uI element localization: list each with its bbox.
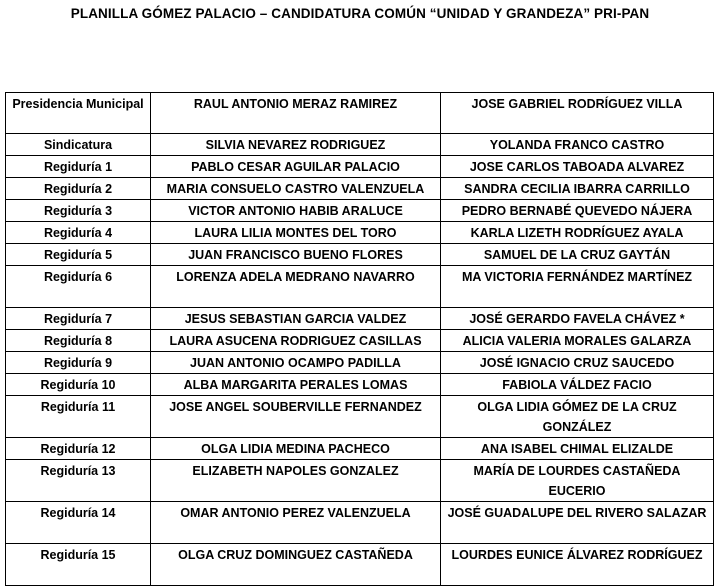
suplente-cell: JOSÉ GUADALUPE DEL RIVERO SALAZAR	[441, 502, 714, 544]
suplente-cell: ANA ISABEL CHIMAL ELIZALDE	[441, 438, 714, 460]
table-row	[6, 134, 714, 156]
suplente-cell: JOSÉ IGNACIO CRUZ SAUCEDO	[441, 352, 714, 374]
table-row	[6, 93, 714, 134]
table-row	[6, 266, 714, 308]
position-cell: Regiduría 9	[6, 352, 151, 374]
position-cell: Regiduría 15	[6, 544, 151, 586]
position-cell: Regiduría 11	[6, 396, 151, 438]
suplente-cell: YOLANDA FRANCO CASTRO	[441, 134, 714, 156]
suplente-cell: KARLA LIZETH RODRÍGUEZ AYALA	[441, 222, 714, 244]
position-cell: Regiduría 7	[6, 308, 151, 330]
suplente-cell: OLGA LIDIA GÓMEZ DE LA CRUZ GONZÁLEZ	[441, 396, 714, 438]
suplente-cell: JOSE CARLOS TABOADA ALVAREZ	[441, 156, 714, 178]
propietario-cell: JOSE ANGEL SOUBERVILLE FERNANDEZ	[151, 396, 441, 438]
table-row	[6, 244, 714, 266]
suplente-cell: JOSE GABRIEL RODRÍGUEZ VILLA	[441, 93, 714, 134]
table-row	[6, 396, 714, 438]
propietario-cell: LAURA ASUCENA RODRIGUEZ CASILLAS	[151, 330, 441, 352]
suplente-cell: ALICIA VALERIA MORALES GALARZA	[441, 330, 714, 352]
propietario-cell: RAUL ANTONIO MERAZ RAMIREZ	[151, 93, 441, 134]
table-row	[6, 438, 714, 460]
position-cell: Regiduría 2	[6, 178, 151, 200]
candidate-table	[5, 92, 714, 586]
table-row	[6, 222, 714, 244]
propietario-cell: SILVIA NEVAREZ RODRIGUEZ	[151, 134, 441, 156]
propietario-cell: LORENZA ADELA MEDRANO NAVARRO	[151, 266, 441, 308]
table-row	[6, 178, 714, 200]
candidate-table-body	[6, 93, 714, 586]
propietario-cell: MARIA CONSUELO CASTRO VALENZUELA	[151, 178, 441, 200]
position-cell: Regiduría 10	[6, 374, 151, 396]
table-row	[6, 200, 714, 222]
table-row	[6, 374, 714, 396]
propietario-cell: JESUS SEBASTIAN GARCIA VALDEZ	[151, 308, 441, 330]
propietario-cell: ELIZABETH NAPOLES GONZALEZ	[151, 460, 441, 502]
propietario-cell: JUAN FRANCISCO BUENO FLORES	[151, 244, 441, 266]
position-cell: Regiduría 12	[6, 438, 151, 460]
position-cell: Presidencia Municipal	[6, 93, 151, 134]
propietario-cell: PABLO CESAR AGUILAR PALACIO	[151, 156, 441, 178]
position-cell: Regiduría 14	[6, 502, 151, 544]
position-cell: Regiduría 8	[6, 330, 151, 352]
propietario-cell: LAURA LILIA MONTES DEL TORO	[151, 222, 441, 244]
propietario-cell: OLGA CRUZ DOMINGUEZ CASTAÑEDA	[151, 544, 441, 586]
suplente-cell: SANDRA CECILIA IBARRA CARRILLO	[441, 178, 714, 200]
suplente-cell: LOURDES EUNICE ÁLVAREZ RODRÍGUEZ	[441, 544, 714, 586]
propietario-cell: VICTOR ANTONIO HABIB ARALUCE	[151, 200, 441, 222]
propietario-cell: OLGA LIDIA MEDINA PACHECO	[151, 438, 441, 460]
suplente-cell: FABIOLA VÁLDEZ FACIO	[441, 374, 714, 396]
table-row	[6, 502, 714, 544]
suplente-cell: MARÍA DE LOURDES CASTAÑEDA EUCERIO	[441, 460, 714, 502]
suplente-cell: PEDRO BERNABÉ QUEVEDO NÁJERA	[441, 200, 714, 222]
position-cell: Regiduría 5	[6, 244, 151, 266]
position-cell: Sindicatura	[6, 134, 151, 156]
propietario-cell: JUAN ANTONIO OCAMPO PADILLA	[151, 352, 441, 374]
position-cell: Regiduría 3	[6, 200, 151, 222]
propietario-cell: OMAR ANTONIO PEREZ VALENZUELA	[151, 502, 441, 544]
suplente-cell: JOSÉ GERARDO FAVELA CHÁVEZ *	[441, 308, 714, 330]
table-row	[6, 460, 714, 502]
table-row	[6, 330, 714, 352]
table-row	[6, 308, 714, 330]
position-cell: Regiduría 13	[6, 460, 151, 502]
document-title: PLANILLA GÓMEZ PALACIO – CANDIDATURA COMÚN “UNIDAD Y GRANDEZA” PRI-PAN	[70, 6, 650, 21]
position-cell: Regiduría 4	[6, 222, 151, 244]
suplente-cell: MA VICTORIA FERNÁNDEZ MARTÍNEZ	[441, 266, 714, 308]
position-cell: Regiduría 6	[6, 266, 151, 308]
propietario-cell: ALBA MARGARITA PERALES LOMAS	[151, 374, 441, 396]
table-row	[6, 352, 714, 374]
table-row	[6, 156, 714, 178]
position-cell: Regiduría 1	[6, 156, 151, 178]
table-row	[6, 544, 714, 586]
suplente-cell: SAMUEL DE LA CRUZ GAYTÁN	[441, 244, 714, 266]
